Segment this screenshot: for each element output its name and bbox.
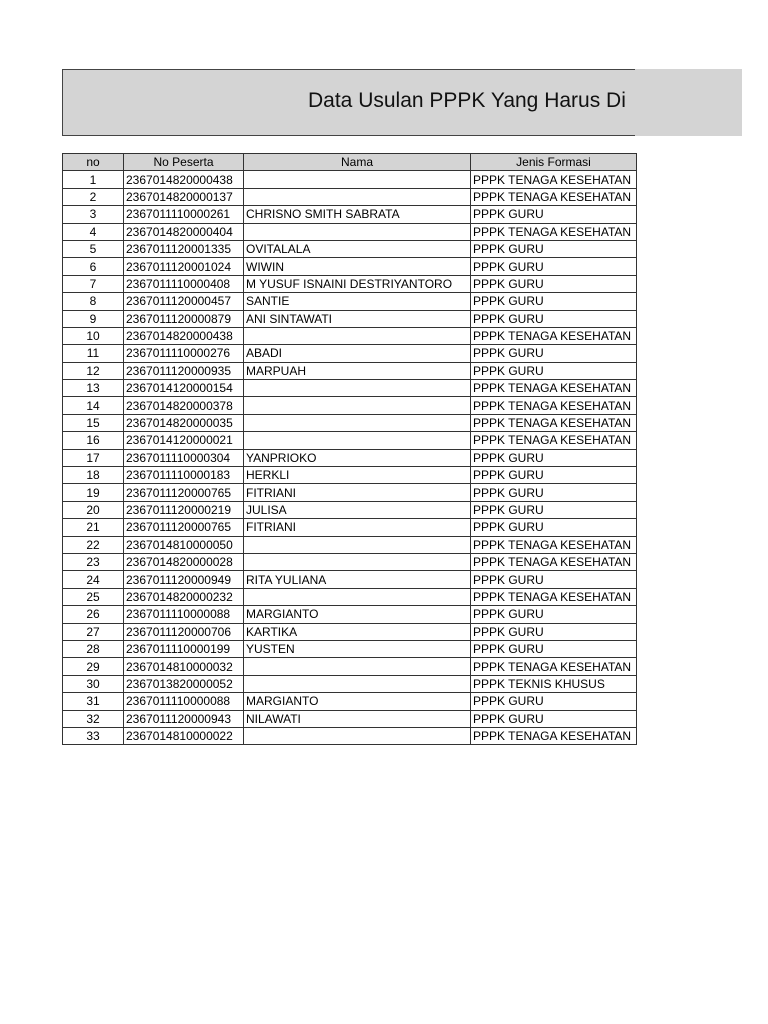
table-row bbox=[63, 536, 637, 553]
cell-no: 8 bbox=[63, 293, 124, 310]
table-row bbox=[63, 327, 637, 344]
table-row bbox=[63, 623, 637, 640]
cell-no: 17 bbox=[63, 449, 124, 466]
cell-no-peserta: 2367011110000199 bbox=[124, 640, 244, 657]
cell-jenis-formasi: PPPK GURU bbox=[471, 606, 637, 623]
cell-no-peserta: 2367011120000879 bbox=[124, 310, 244, 327]
cell-no: 2 bbox=[63, 188, 124, 205]
cell-nama: FITRIANI bbox=[244, 519, 471, 536]
table-row bbox=[63, 571, 637, 588]
cell-jenis-formasi: PPPK TENAGA KESEHATAN bbox=[471, 188, 637, 205]
table-row bbox=[63, 693, 637, 710]
cell-jenis-formasi: PPPK GURU bbox=[471, 240, 637, 257]
cell-nama: CHRISNO SMITH SABRATA bbox=[244, 206, 471, 223]
cell-jenis-formasi: PPPK GURU bbox=[471, 206, 637, 223]
cell-nama: HERKLI bbox=[244, 467, 471, 484]
cell-jenis-formasi: PPPK GURU bbox=[471, 571, 637, 588]
cell-nama: MARGIANTO bbox=[244, 693, 471, 710]
cell-jenis-formasi: PPPK GURU bbox=[471, 345, 637, 362]
cell-no-peserta: 2367011110000304 bbox=[124, 449, 244, 466]
column-header-no: no bbox=[63, 154, 124, 171]
participant-table bbox=[62, 153, 637, 745]
cell-no: 13 bbox=[63, 380, 124, 397]
table-row bbox=[63, 275, 637, 292]
cell-no-peserta: 2367014810000032 bbox=[124, 658, 244, 675]
cell-nama bbox=[244, 223, 471, 240]
column-header-jenis-formasi: Jenis Formasi bbox=[471, 154, 637, 171]
table-row bbox=[63, 519, 637, 536]
cell-no: 15 bbox=[63, 414, 124, 431]
cell-no: 11 bbox=[63, 345, 124, 362]
table-row bbox=[63, 206, 637, 223]
table-row bbox=[63, 258, 637, 275]
cell-nama: FITRIANI bbox=[244, 484, 471, 501]
cell-no: 27 bbox=[63, 623, 124, 640]
cell-jenis-formasi: PPPK TENAGA KESEHATAN bbox=[471, 380, 637, 397]
cell-no: 14 bbox=[63, 397, 124, 414]
table-row bbox=[63, 380, 637, 397]
cell-no-peserta: 2367011120000935 bbox=[124, 362, 244, 379]
column-header-no-peserta: No Peserta bbox=[124, 154, 244, 171]
cell-nama: RITA YULIANA bbox=[244, 571, 471, 588]
cell-nama bbox=[244, 327, 471, 344]
cell-no-peserta: 2367011120000219 bbox=[124, 501, 244, 518]
cell-no-peserta: 2367014120000021 bbox=[124, 432, 244, 449]
cell-jenis-formasi: PPPK TENAGA KESEHATAN bbox=[471, 223, 637, 240]
cell-no: 3 bbox=[63, 206, 124, 223]
cell-jenis-formasi: PPPK GURU bbox=[471, 293, 637, 310]
table-row bbox=[63, 432, 637, 449]
cell-no: 25 bbox=[63, 588, 124, 605]
cell-nama bbox=[244, 171, 471, 188]
cell-no: 18 bbox=[63, 467, 124, 484]
cell-nama bbox=[244, 432, 471, 449]
cell-no-peserta: 2367011120001335 bbox=[124, 240, 244, 257]
table-row bbox=[63, 467, 637, 484]
cell-nama: ABADI bbox=[244, 345, 471, 362]
cell-nama: M YUSUF ISNAINI DESTRIYANTORO bbox=[244, 275, 471, 292]
table-row bbox=[63, 293, 637, 310]
table-row bbox=[63, 658, 637, 675]
cell-no-peserta: 2367014810000050 bbox=[124, 536, 244, 553]
cell-nama bbox=[244, 414, 471, 431]
cell-no-peserta: 2367011110000276 bbox=[124, 345, 244, 362]
cell-no-peserta: 2367014120000154 bbox=[124, 380, 244, 397]
table-row bbox=[63, 397, 637, 414]
cell-nama bbox=[244, 397, 471, 414]
cell-nama: MARPUAH bbox=[244, 362, 471, 379]
cell-jenis-formasi: PPPK GURU bbox=[471, 258, 637, 275]
cell-nama: NILAWATI bbox=[244, 710, 471, 727]
cell-nama bbox=[244, 727, 471, 744]
cell-jenis-formasi: PPPK TENAGA KESEHATAN bbox=[471, 327, 637, 344]
cell-jenis-formasi: PPPK TENAGA KESEHATAN bbox=[471, 536, 637, 553]
cell-jenis-formasi: PPPK GURU bbox=[471, 693, 637, 710]
cell-nama: KARTIKA bbox=[244, 623, 471, 640]
cell-jenis-formasi: PPPK GURU bbox=[471, 501, 637, 518]
cell-no-peserta: 2367014820000404 bbox=[124, 223, 244, 240]
table-row bbox=[63, 640, 637, 657]
cell-no: 12 bbox=[63, 362, 124, 379]
cell-no: 29 bbox=[63, 658, 124, 675]
cell-nama: ANI SINTAWATI bbox=[244, 310, 471, 327]
cell-jenis-formasi: PPPK GURU bbox=[471, 484, 637, 501]
table-row bbox=[63, 362, 637, 379]
cell-jenis-formasi: PPPK GURU bbox=[471, 362, 637, 379]
cell-no-peserta: 2367014810000022 bbox=[124, 727, 244, 744]
table-row bbox=[63, 501, 637, 518]
cell-nama: YUSTEN bbox=[244, 640, 471, 657]
table-row bbox=[63, 223, 637, 240]
cell-no: 31 bbox=[63, 693, 124, 710]
table-row bbox=[63, 414, 637, 431]
table-row bbox=[63, 240, 637, 257]
cell-nama bbox=[244, 553, 471, 570]
cell-no-peserta: 2367011120000949 bbox=[124, 571, 244, 588]
table-row bbox=[63, 484, 637, 501]
cell-jenis-formasi: PPPK TEKNIS KHUSUS bbox=[471, 675, 637, 692]
cell-nama: WIWIN bbox=[244, 258, 471, 275]
cell-nama bbox=[244, 588, 471, 605]
cell-no: 7 bbox=[63, 275, 124, 292]
cell-no: 23 bbox=[63, 553, 124, 570]
cell-jenis-formasi: PPPK GURU bbox=[471, 449, 637, 466]
cell-jenis-formasi: PPPK GURU bbox=[471, 710, 637, 727]
cell-no: 24 bbox=[63, 571, 124, 588]
cell-no: 6 bbox=[63, 258, 124, 275]
table-body bbox=[63, 171, 637, 745]
table-row bbox=[63, 727, 637, 744]
table-row bbox=[63, 310, 637, 327]
cell-jenis-formasi: PPPK GURU bbox=[471, 275, 637, 292]
cell-jenis-formasi: PPPK TENAGA KESEHATAN bbox=[471, 171, 637, 188]
cell-no-peserta: 2367011120001024 bbox=[124, 258, 244, 275]
cell-no-peserta: 2367014820000035 bbox=[124, 414, 244, 431]
cell-no-peserta: 2367014820000232 bbox=[124, 588, 244, 605]
cell-no-peserta: 2367013820000052 bbox=[124, 675, 244, 692]
cell-no-peserta: 2367014820000137 bbox=[124, 188, 244, 205]
cell-no-peserta: 2367014820000378 bbox=[124, 397, 244, 414]
cell-jenis-formasi: PPPK TENAGA KESEHATAN bbox=[471, 588, 637, 605]
cell-nama bbox=[244, 188, 471, 205]
cell-no: 10 bbox=[63, 327, 124, 344]
cell-no: 4 bbox=[63, 223, 124, 240]
cell-no-peserta: 2367011110000408 bbox=[124, 275, 244, 292]
cell-jenis-formasi: PPPK GURU bbox=[471, 640, 637, 657]
cell-no: 22 bbox=[63, 536, 124, 553]
cell-jenis-formasi: PPPK TENAGA KESEHATAN bbox=[471, 397, 637, 414]
cell-no: 5 bbox=[63, 240, 124, 257]
cell-no-peserta: 2367014820000028 bbox=[124, 553, 244, 570]
column-header-nama: Nama bbox=[244, 154, 471, 171]
cell-no: 9 bbox=[63, 310, 124, 327]
cell-jenis-formasi: PPPK TENAGA KESEHATAN bbox=[471, 727, 637, 744]
cell-nama bbox=[244, 658, 471, 675]
cell-nama bbox=[244, 380, 471, 397]
cell-no: 26 bbox=[63, 606, 124, 623]
table-row bbox=[63, 553, 637, 570]
cell-nama bbox=[244, 675, 471, 692]
table-row bbox=[63, 449, 637, 466]
table-row bbox=[63, 675, 637, 692]
cell-no: 1 bbox=[63, 171, 124, 188]
cell-no-peserta: 2367011120000765 bbox=[124, 519, 244, 536]
cell-nama: YANPRIOKO bbox=[244, 449, 471, 466]
cell-no-peserta: 2367011120000706 bbox=[124, 623, 244, 640]
table-row bbox=[63, 606, 637, 623]
cell-no-peserta: 2367011110000183 bbox=[124, 467, 244, 484]
cell-no-peserta: 2367011120000457 bbox=[124, 293, 244, 310]
cell-nama: SANTIE bbox=[244, 293, 471, 310]
cell-nama: JULISA bbox=[244, 501, 471, 518]
cell-jenis-formasi: PPPK TENAGA KESEHATAN bbox=[471, 414, 637, 431]
cell-nama bbox=[244, 536, 471, 553]
cell-no: 16 bbox=[63, 432, 124, 449]
cell-no-peserta: 2367011110000261 bbox=[124, 206, 244, 223]
cell-nama: OVITALALA bbox=[244, 240, 471, 257]
cell-no-peserta: 2367011110000088 bbox=[124, 606, 244, 623]
cell-jenis-formasi: PPPK TENAGA KESEHATAN bbox=[471, 432, 637, 449]
table-header-row bbox=[63, 154, 637, 171]
cell-no: 21 bbox=[63, 519, 124, 536]
cell-no-peserta: 2367011120000765 bbox=[124, 484, 244, 501]
cell-no-peserta: 2367011110000088 bbox=[124, 693, 244, 710]
cell-no-peserta: 2367014820000438 bbox=[124, 171, 244, 188]
cell-no: 28 bbox=[63, 640, 124, 657]
cell-no: 20 bbox=[63, 501, 124, 518]
table-row bbox=[63, 710, 637, 727]
table-row bbox=[63, 171, 637, 188]
cell-no-peserta: 2367014820000438 bbox=[124, 327, 244, 344]
cell-no: 30 bbox=[63, 675, 124, 692]
table-row bbox=[63, 345, 637, 362]
cell-no: 33 bbox=[63, 727, 124, 744]
cell-jenis-formasi: PPPK GURU bbox=[471, 310, 637, 327]
cell-jenis-formasi: PPPK GURU bbox=[471, 519, 637, 536]
cell-nama: MARGIANTO bbox=[244, 606, 471, 623]
cell-no: 19 bbox=[63, 484, 124, 501]
cell-no-peserta: 2367011120000943 bbox=[124, 710, 244, 727]
cell-no: 32 bbox=[63, 710, 124, 727]
cell-jenis-formasi: PPPK TENAGA KESEHATAN bbox=[471, 553, 637, 570]
table-row bbox=[63, 588, 637, 605]
document-title: Data Usulan PPPK Yang Harus Di bbox=[308, 89, 626, 112]
cell-jenis-formasi: PPPK TENAGA KESEHATAN bbox=[471, 658, 637, 675]
cell-jenis-formasi: PPPK GURU bbox=[471, 623, 637, 640]
cell-jenis-formasi: PPPK GURU bbox=[471, 467, 637, 484]
table-row bbox=[63, 188, 637, 205]
